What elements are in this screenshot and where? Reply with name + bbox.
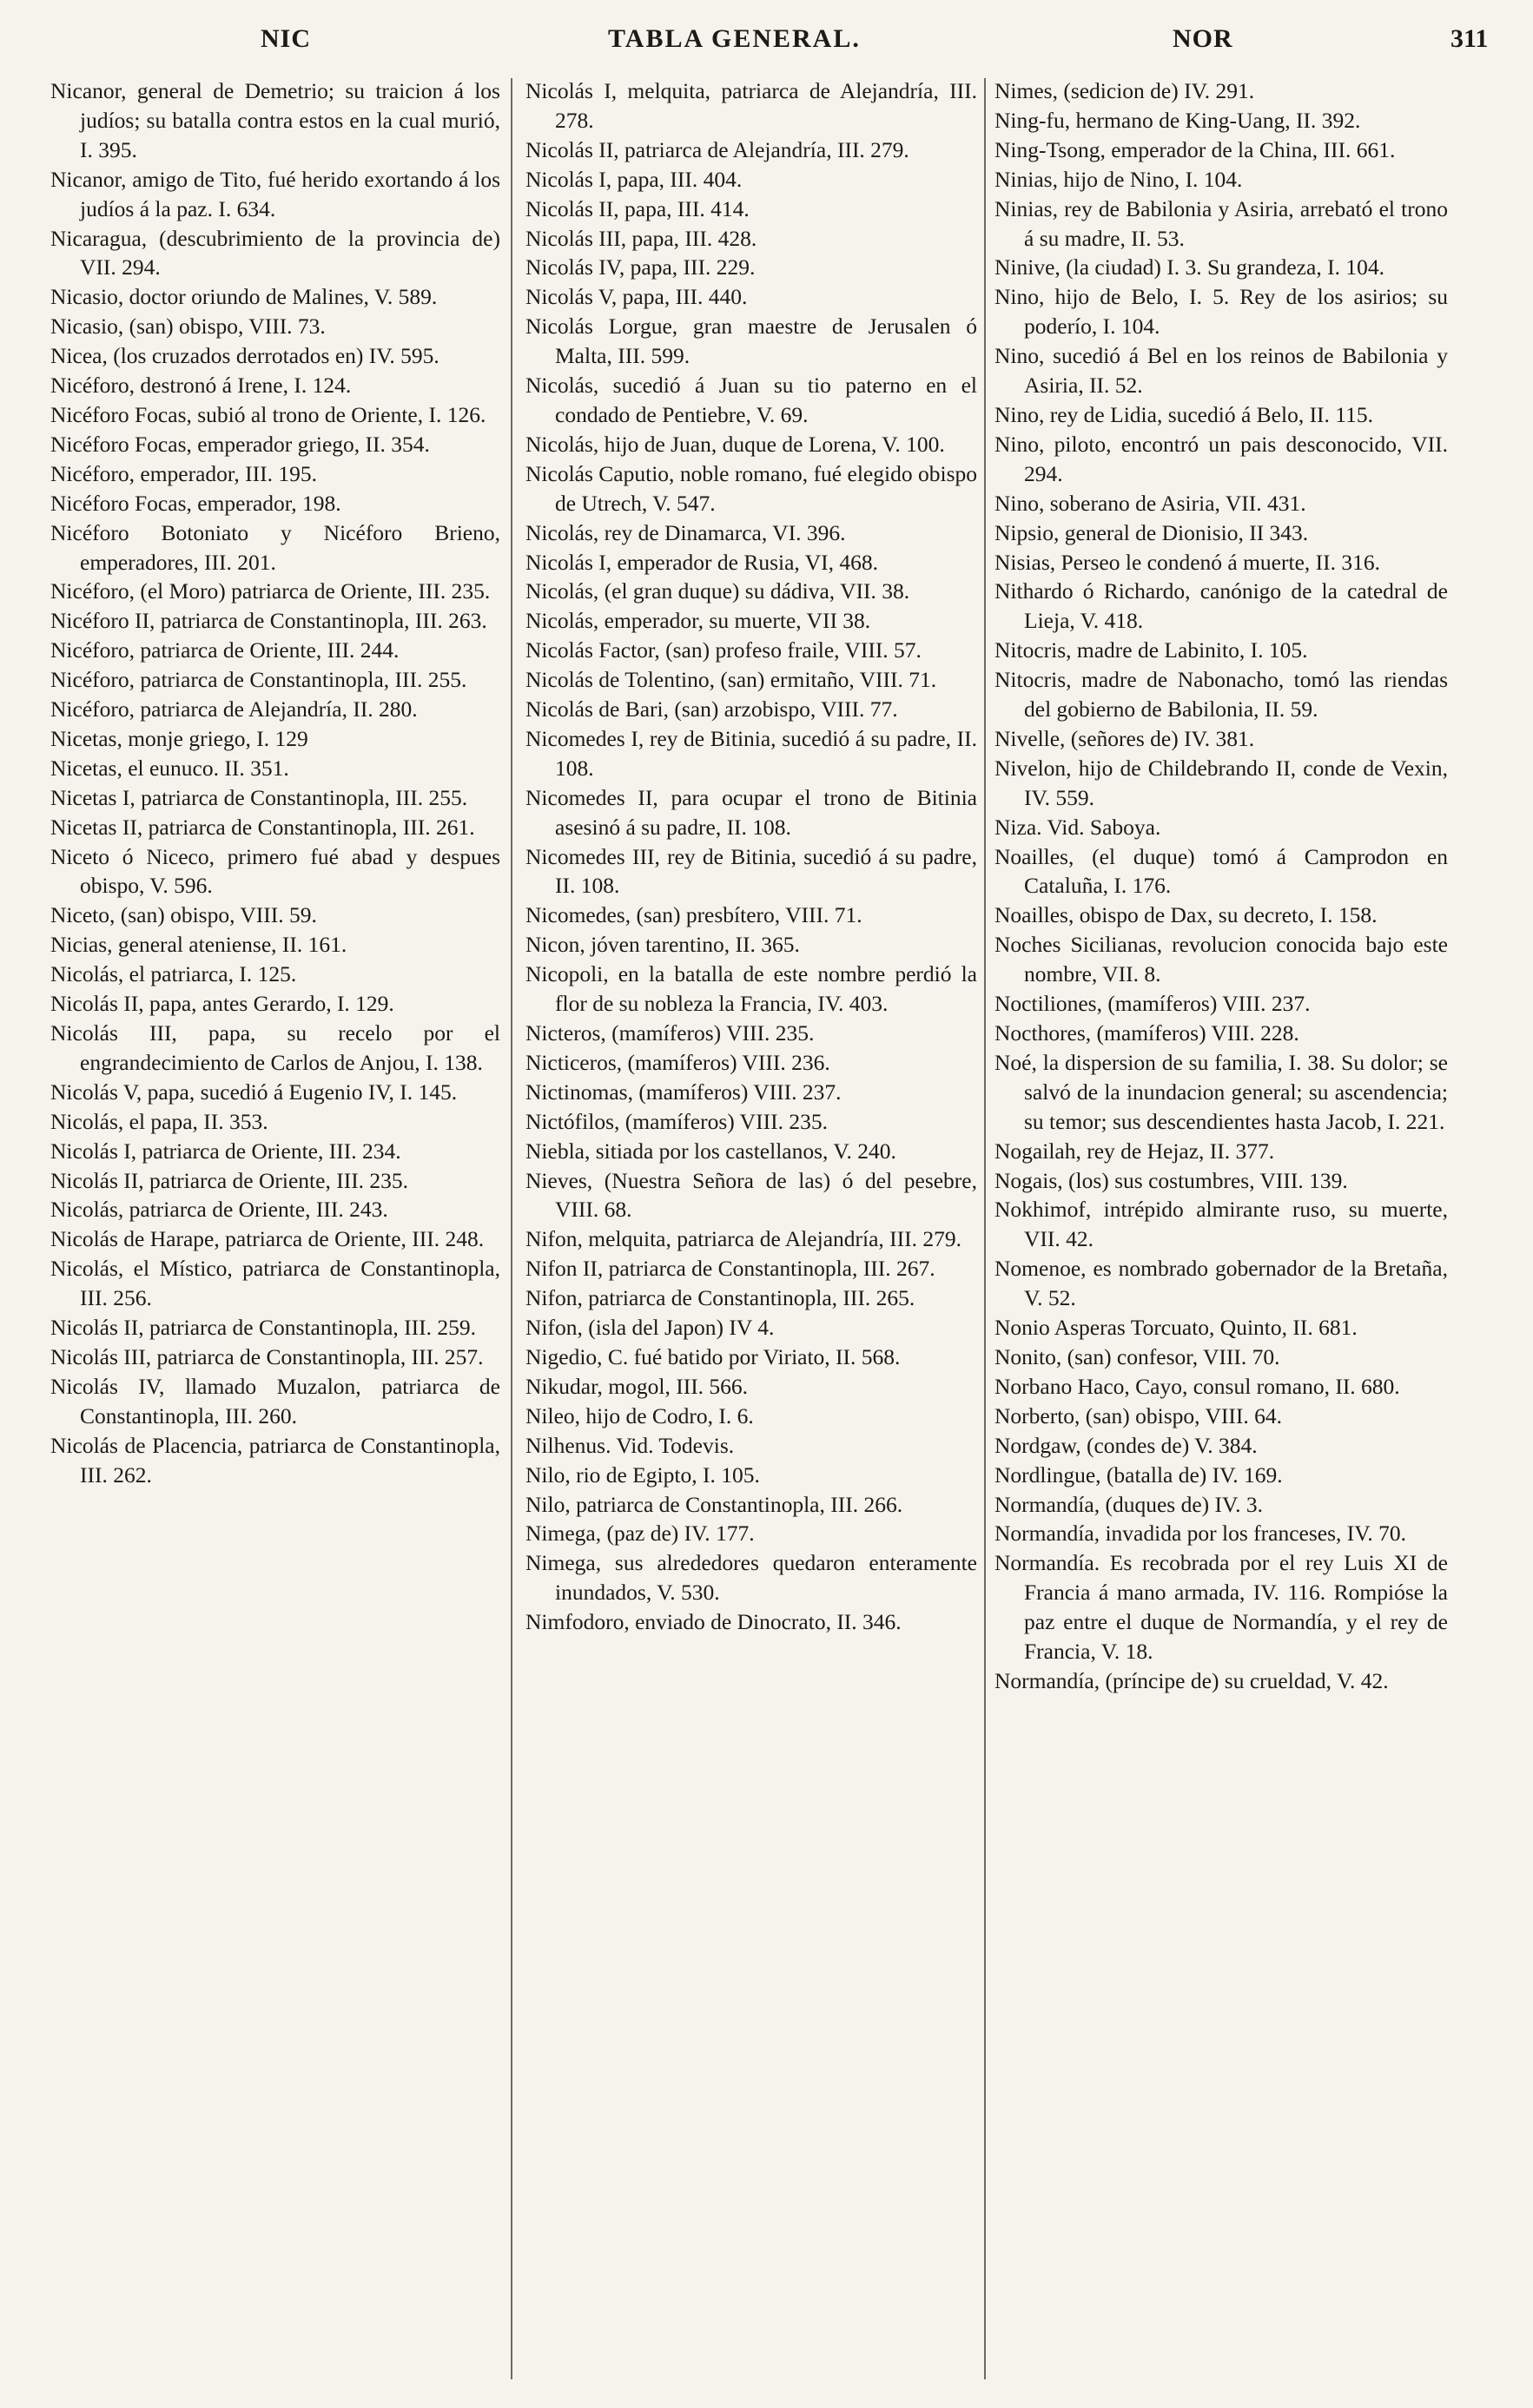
index-entry: Nicolás II, papa, III. 414. [525,195,750,221]
index-entry: Niza. Vid. Saboya. [994,814,1161,840]
index-column-2 [525,76,977,2386]
index-entry: Noches Sicilianas, revolucion conocida bajo este nombre, VII. 8. [994,932,1448,987]
index-entry: Nogais, (los) sus costumbres, VIII. 139. [994,1167,1348,1193]
index-entry: Nicolás, el papa, II. 353. [50,1108,268,1134]
index-entry: Nicasio, doctor oriundo de Malines, V. 589. [50,284,438,310]
header-left: NIC [261,24,312,53]
index-entry: Ning-Tsong, emperador de la China, III. 661. [994,136,1396,162]
index-entry: Nicolás V, papa, III. 440. [525,284,748,310]
index-entry: Nomenoe, es nombrado gobernador de la Bretaña, V. 52. [994,1256,1448,1311]
index-entry: Nicéforo, patriarca de Constantinopla, III. 255. [50,667,467,693]
index-entry: Noailles, (el duque) tomó á Camprodon en Cataluña, I. 176. [994,843,1448,899]
index-entry: Nicéforo, destronó á Irene, I. 124. [50,373,352,399]
index-entry: Nictinomas, (mamíferos) VIII. 237. [525,1079,842,1105]
header-center: TABLA GENERAL. [608,24,861,53]
column-divider [511,78,512,2379]
index-entry: Nicéforo Focas, subió al trono de Oriente, I. 126. [50,401,486,427]
index-entry: Nicolás de Bari, (san) arzobispo, VIII. 77. [525,696,898,722]
index-entry: Norberto, (san) obispo, VIII. 64. [994,1402,1282,1428]
index-entry: Nifon, (isla del Japon) IV 4. [525,1315,775,1341]
index-entry: Ninive, (la ciudad) I. 3. Su grandeza, I. 104. [994,254,1384,280]
index-entry: Nimfodoro, enviado de Dinocrato, II. 346. [525,1609,902,1635]
index-entry: Nonio Asperas Torcuato, Quinto, II. 681. [994,1315,1358,1341]
index-entry: Nicolás II, patriarca de Constantinopla, III. 259. [50,1315,477,1341]
index-entry: Nicteros, (mamíferos) VIII. 235. [525,1020,815,1046]
index-column-1 [50,76,500,2386]
header-right: NOR [1173,24,1233,53]
index-entry: Noctiliones, (mamíferos) VIII. 237. [994,991,1311,1017]
index-entry: Nimega, (paz de) IV. 177. [525,1521,755,1547]
index-entry: Nithardo ó Richardo, canónigo de la catedral de Lieja, V. 418. [994,578,1448,634]
index-entry: Nicolás, hijo de Juan, duque de Lorena, V. 100. [525,431,945,457]
index-entry: Nicolás de Tolentino, (san) ermitaño, VIII. 71. [525,667,937,693]
index-entry: Nicanor, amigo de Tito, fué herido exortando á los judíos á la paz. I. 634. [50,166,500,221]
index-entry: Nicolás IV, llamado Muzalon, patriarca de Constantinopla, III. 260. [50,1373,500,1428]
index-entry: Nikudar, mogol, III. 566. [525,1373,749,1399]
index-entry: Niceto, (san) obispo, VIII. 59. [50,902,317,928]
index-entry: Nicolás III, papa, III. 428. [525,225,757,251]
index-entry: Nino, hijo de Belo, I. 5. Rey de los asirios; su poderío, I. 104. [994,284,1448,340]
index-entry: Nicon, jóven tarentino, II. 365. [525,932,800,958]
index-entry: Niceto ó Niceco, primero fué abad y despues obispo, V. 596. [50,843,500,899]
index-entry: Nicomedes III, rey de Bitinia, sucedió á su padre, II. 108. [525,843,977,899]
index-entry: Nicias, general ateniense, II. 161. [50,932,347,958]
index-entry: Nicolás de Harape, patriarca de Oriente, III. 248. [50,1226,485,1252]
column-divider [984,78,986,2379]
index-entry: Nicolás, emperador, su muerte, VII 38. [525,608,871,634]
index-entry: Nonito, (san) confesor, VIII. 70. [994,1343,1280,1369]
index-entry: Nicolás Caputio, noble romano, fué elegido obispo de Utrech, V. 547. [525,460,977,516]
index-entry: Noé, la dispersion de su familia, I. 38. Su dolor; se salvó de la inundacion general; su ascendencia; su temor; sus descendientes hasta Jacob, I. 221. [994,1049,1448,1134]
index-entry: Nitocris, madre de Labinito, I. 105. [994,637,1308,663]
index-entry: Nino, soberano de Asiria, VII. 431. [994,490,1306,516]
index-entry: Nicolás, el patriarca, I. 125. [50,961,297,987]
index-entry: Nicomedes I, rey de Bitinia, sucedió á su padre, II. 108. [525,725,977,781]
index-entry: Normandía. Es recobrada por el rey Luis XI de Francia á mano armada, IV. 116. Rompióse la paz entre el duque de Normandía, y el rey de Francia, V. 18. [994,1550,1448,1665]
index-entry: Ninias, rey de Babilonia y Asiria, arrebató el trono á su madre, II. 53. [994,195,1448,251]
index-entry: Nivelon, hijo de Childebrando II, conde de Vexin, IV. 559. [994,755,1448,810]
index-entry: Nifon, melquita, patriarca de Alejandría, III. 279. [525,1226,962,1252]
index-entry: Nicetas II, patriarca de Constantinopla, III. 261. [50,814,475,840]
index-entry: Normandía, invadida por los franceses, IV. 70. [994,1521,1406,1547]
index-entry: Nicéforo Botoniato y Nicéforo Brieno, emperadores, III. 201. [50,519,500,575]
index-entry: Nicetas, monje griego, I. 129 [50,725,308,751]
index-column-3 [994,76,1448,2386]
index-entry: Nordgaw, (condes de) V. 384. [994,1432,1258,1458]
index-entry: Norbano Haco, Cayo, consul romano, II. 680. [994,1373,1400,1399]
index-entry: Nilhenus. Vid. Todevis. [525,1432,735,1458]
index-entry: Nicolás Factor, (san) profeso fraile, VIII. 57. [525,637,922,663]
index-entry: Nino, rey de Lidia, sucedió á Belo, II. 115. [994,401,1373,427]
index-entry: Nilo, patriarca de Constantinopla, III. 266. [525,1491,903,1517]
index-entry: Nicanor, general de Demetrio; su traicion á los judíos; su batalla contra estos en la cual murió, I. 395. [50,78,500,162]
index-entry: Nicéforo, patriarca de Alejandría, II. 280. [50,696,418,722]
index-entry: Nieves, (Nuestra Señora de las) ó del pesebre, VIII. 68. [525,1167,977,1223]
index-entry: Nimes, (sedicion de) IV. 291. [994,78,1255,103]
index-entry: Nicolás I, melquita, patriarca de Alejandría, III. 278. [525,78,977,133]
index-entry: Nicolás III, patriarca de Constantinopla, III. 257. [50,1343,484,1369]
index-entry: Nicéforo, patriarca de Oriente, III. 244. [50,637,400,663]
index-entry: Nicolás, sucedió á Juan su tio paterno en el condado de Pentiebre, V. 69. [525,373,977,427]
index-entry: Nicomedes II, para ocupar el trono de Bitinia asesinó á su padre, II. 108. [525,784,977,840]
index-entry: Nicetas I, patriarca de Constantinopla, III. 255. [50,784,468,810]
index-entry: Nicetas, el eunuco. II. 351. [50,755,289,781]
index-entry: Nicolás IV, papa, III. 229. [525,254,756,280]
index-entry: Nicomedes, (san) presbítero, VIII. 71. [525,902,862,928]
index-entry: Nogailah, rey de Hejaz, II. 377. [994,1138,1275,1164]
index-entry: Nicolás II, patriarca de Oriente, III. 235. [50,1167,409,1193]
index-entry: Nicéforo Focas, emperador, 198. [50,490,341,516]
index-entry: Nokhimof, intrépido almirante ruso, su muerte, VII. 42. [994,1197,1448,1252]
index-entry: Nicaragua, (descubrimiento de la provincia de) VII. 294. [50,225,500,280]
index-entry: Nicolás de Placencia, patriarca de Constantinopla, III. 262. [50,1432,500,1488]
index-entry: Nordlingue, (batalla de) IV. 169. [994,1461,1283,1488]
index-entry: Nivelle, (señores de) IV. 381. [994,725,1255,751]
index-entry: Nicéforo, emperador, III. 195. [50,460,317,486]
index-entry: Ninias, hijo de Nino, I. 104. [994,166,1243,192]
index-entry: Ning-fu, hermano de King-Uang, II. 392. [994,107,1361,133]
index-entry: Nigedio, C. fué batido por Viriato, II. 568. [525,1343,901,1369]
index-entry: Nicolás II, papa, antes Gerardo, I. 129. [50,991,394,1017]
index-entry: Nicticeros, (mamíferos) VIII. 236. [525,1049,830,1075]
index-entry: Nileo, hijo de Codro, I. 6. [525,1402,754,1428]
index-entry: Nicolás, patriarca de Oriente, III. 243. [50,1197,388,1223]
index-entry: Nisias, Perseo le condenó á muerte, II. 316. [994,549,1380,575]
index-entry: Nicolás V, papa, sucedió á Eugenio IV, I. 145. [50,1079,458,1105]
page-number: 311 [1450,24,1489,53]
index-entry: Nimega, sus alrededores quedaron enteramente inundados, V. 530. [525,1550,977,1606]
index-entry: Nicolás, rey de Dinamarca, VI. 396. [525,519,846,545]
index-entry: Nicolás III, papa, su recelo por el engrandecimiento de Carlos de Anjou, I. 138. [50,1020,500,1075]
index-entry: Nicolás I, papa, III. 404. [525,166,743,192]
index-entry: Nifon, patriarca de Constantinopla, III. 265. [525,1285,915,1311]
index-entry: Nicolás, el Místico, patriarca de Constantinopla, III. 256. [50,1256,500,1311]
index-entry: Nicasio, (san) obispo, VIII. 73. [50,313,326,340]
index-entry: Nicea, (los cruzados derrotados en) IV. 595. [50,343,439,369]
index-entry: Nicolás, (el gran duque) su dádiva, VII. 38. [525,578,910,604]
index-entry: Nicolás II, patriarca de Alejandría, III. 279. [525,136,909,162]
index-entry: Nocthores, (mamíferos) VIII. 228. [994,1020,1299,1046]
index-entry: Normandía, (príncipe de) su crueldad, V. 42. [994,1667,1389,1693]
index-entry: Nictófilos, (mamíferos) VIII. 235. [525,1108,828,1134]
index-entry: Nino, piloto, encontró un pais desconocido, VII. 294. [994,431,1448,486]
index-entry: Nicéforo II, patriarca de Constantinopla, III. 263. [50,608,487,634]
index-entry: Nino, sucedió á Bel en los reinos de Babilonia y Asiria, II. 52. [994,343,1448,399]
index-entry: Niebla, sitiada por los castellanos, V. 240. [525,1138,896,1164]
index-entry: Nitocris, madre de Nabonacho, tomó las riendas del gobierno de Babilonia, II. 59. [994,667,1448,722]
index-entry: Nicopoli, en la batalla de este nombre perdió la flor de su nobleza la Francia, IV. 403. [525,961,977,1017]
index-entry: Nilo, rio de Egipto, I. 105. [525,1461,760,1488]
index-entry: Nicéforo Focas, emperador griego, II. 354. [50,431,430,457]
index-entry: Nicolás I, patriarca de Oriente, III. 234. [50,1138,401,1164]
index-entry: Noailles, obispo de Dax, su decreto, I. 158. [994,902,1378,928]
index-entry: Normandía, (duques de) IV. 3. [994,1491,1264,1517]
index-entry: Nicolás I, emperador de Rusia, VI, 468. [525,549,879,575]
index-entry: Nifon II, patriarca de Constantinopla, III. 267. [525,1256,935,1282]
index-entry: Nicéforo, (el Moro) patriarca de Oriente, III. 235. [50,578,491,604]
index-entry: Nicolás Lorgue, gran maestre de Jerusalen ó Malta, III. 599. [525,313,977,369]
index-entry: Nipsio, general de Dionisio, II 343. [994,519,1309,545]
running-header [0,24,1533,68]
